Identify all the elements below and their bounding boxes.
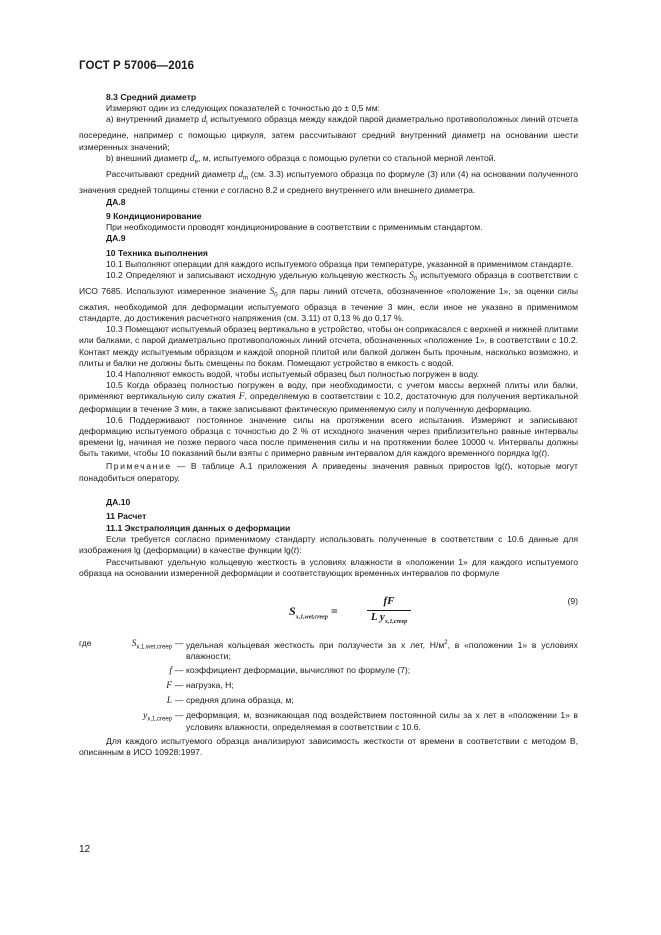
da-10-label: ДА.10 [106,497,131,508]
section-10-title: 10 Техника выполнения [106,247,208,258]
para-10-3: 10.3 Помещают испытуемый образец вертикально в устройство, чтобы он соприкасался с верхней и нижней плитами или балками, с парой диаметрально противоположных линий отсчета, обозначенных «положение 1», в соответствии с 10.2. Контакт между испытуемым образцом и каждой опорной плитой или балкой должен быть прочным, насколько возможно, и плиты и балки не должны быть смещены по бокам. Помещают устройство в емкость с водой. [79,324,578,368]
section-11-1-title: 11.1 Экстраполяция данных о деформации [106,522,291,533]
def-f: f — коэффициент деформации, вычисляют по формуле (7); [169,664,411,676]
formula-numerator: fF [383,594,395,607]
def-y: $y_{x,1,creep}$ — деформация, м, возникающая под воздействием постоянной силы за x лет в «положении 1» в условиях влажности, определяемая в соответствии с 10.6. [143,710,578,732]
para-10-6: 10.6 Поддерживают постоянное значение силы на протяжении всего испытания. Измеряют и записывают деформацию испытуемого образца с точностью до 2 % от исходного значения через приблизительно равные интервалы времени lg, начиная не позже первого часа после применения силы и на протяжении более 10000 ч. Интервалы должны быть такими, чтобы 10 показаний были взяты с примерно равным интервалом для каждого временного порядка lg(t). [79,414,578,460]
def-L: L — средняя длина образца, м; [166,695,294,707]
def-S: где $S_{x,1,wet,creep}$ — удельная кольцевая жесткость при ползучести за x лет, $Н/м^2$, в «положении 1» в условиях влажности; [79,637,578,661]
page-number: 12 [79,844,91,855]
section-11-title: 11 Расчет [106,511,147,522]
da-8-label: ДА.8 [106,196,126,207]
formula-denominator: L $y_{x,1,creep}$ [370,610,408,625]
note: Примечание — В таблице А.1 приложения А приведены значения равных приростов lg(t), которые могут понадобиться оператору. [79,460,578,483]
formula-9: $S_{x,1,wet,creep}$ = fF L $y_{x,1,creep}$ (9) [79,590,578,634]
section-9-title: 9 Кондиционирование [106,210,202,221]
body-text [79,92,578,758]
para-11-1-b: Рассчитывают удельную кольцевую жесткость в условиях влажности в «положении 1» для каждого испытуемого образца на основании измеренной деформации и соответствующих временных интервалов по формуле [79,557,578,579]
final-paragraph: Для каждого испытуемого образца анализируют зависимость жесткости от времени в соответствии с методом В, описанным в ИСО 10928:1997. [79,735,578,757]
para-10-2: 10.2 Определяют и записывают исходную удельную кольцевую жесткость $S_0$ испытуемого образца в соответствии с ИСО 7685. Используют измеренное значение $S_0$ для пары линий отсчета, обозначенное «положение 1», за оценки силы сжатия, необходимой для деформации испытуемого образца в течение 3 мин, если иное не указано в применимом стандарте, до достижения расчетного напряжения (см. 3.11) от 0,13 % до 0,17 %. [79,270,578,324]
da-9-label: ДА.9 [106,233,126,244]
item-b: b) внешний диаметр $d_e$, м, испытуемого образца с помощью рулетки со стальной мерной лентой. [106,152,496,166]
standard-header: ГОСТ Р 57006—2016 [79,60,195,72]
para-10-1: 10.1 Выполняют операции для каждого испытуемого образца при температуре, указанной в применимом стандарте. [106,258,574,269]
section-8-3-intro: Измеряют один из следующих показателей с точностью до ± 0,5 мм: [106,103,380,114]
symbol-definitions [79,638,578,733]
note-label: Примечание [106,460,172,471]
item-a: а) внутренний диаметр $d_i$ испытуемого образца между каждой парой диаметрально противоположных линий отсчета посередине, например с помощью циркуля, затем рассчитывают средний внутренний диаметр на основании шести измеренных значений; [79,114,578,152]
para-11-1-a: Если требуется согласно применимому стандарту использовать полученные в соответствии с 10.6 данные для изображения lg (деформации) в качестве функции lg(t): [79,533,578,556]
section-8-3-calc: Рассчитывают средний диаметр $d_m$ (см. 3.3) испытуемого образца по формуле (3) или (4) на основании полученного значения средней толщины стенки e согласно 8.2 и среднего внутреннего или внешнего диаметра. [79,168,578,196]
section-8-3-title: 8.3 Средний диаметр [106,92,197,102]
formula-number: (9) [567,595,578,606]
para-10-5: 10.5 Когда образец полностью погружен в воду, при необходимости, с учетом массы верхней плиты или балки, применяют вертикальную силу сжатия F, определяемую в соответствии с 10.2, достаточную для получения вертикальной деформации в течение 3 мин, а также записывают фактическую применяемую силу и полученную деформацию. [79,380,578,414]
formula-fraction [367,596,411,628]
para-10-4: 10.4 Наполняют емкость водой, чтобы испытуемый образец был полностью погружен в воду. [106,369,480,380]
section-9-text: При необходимости проводят кондиционирование в соответствии с применимым стандартом. [106,222,483,233]
def-F: F — нагрузка, Н; [166,679,234,691]
